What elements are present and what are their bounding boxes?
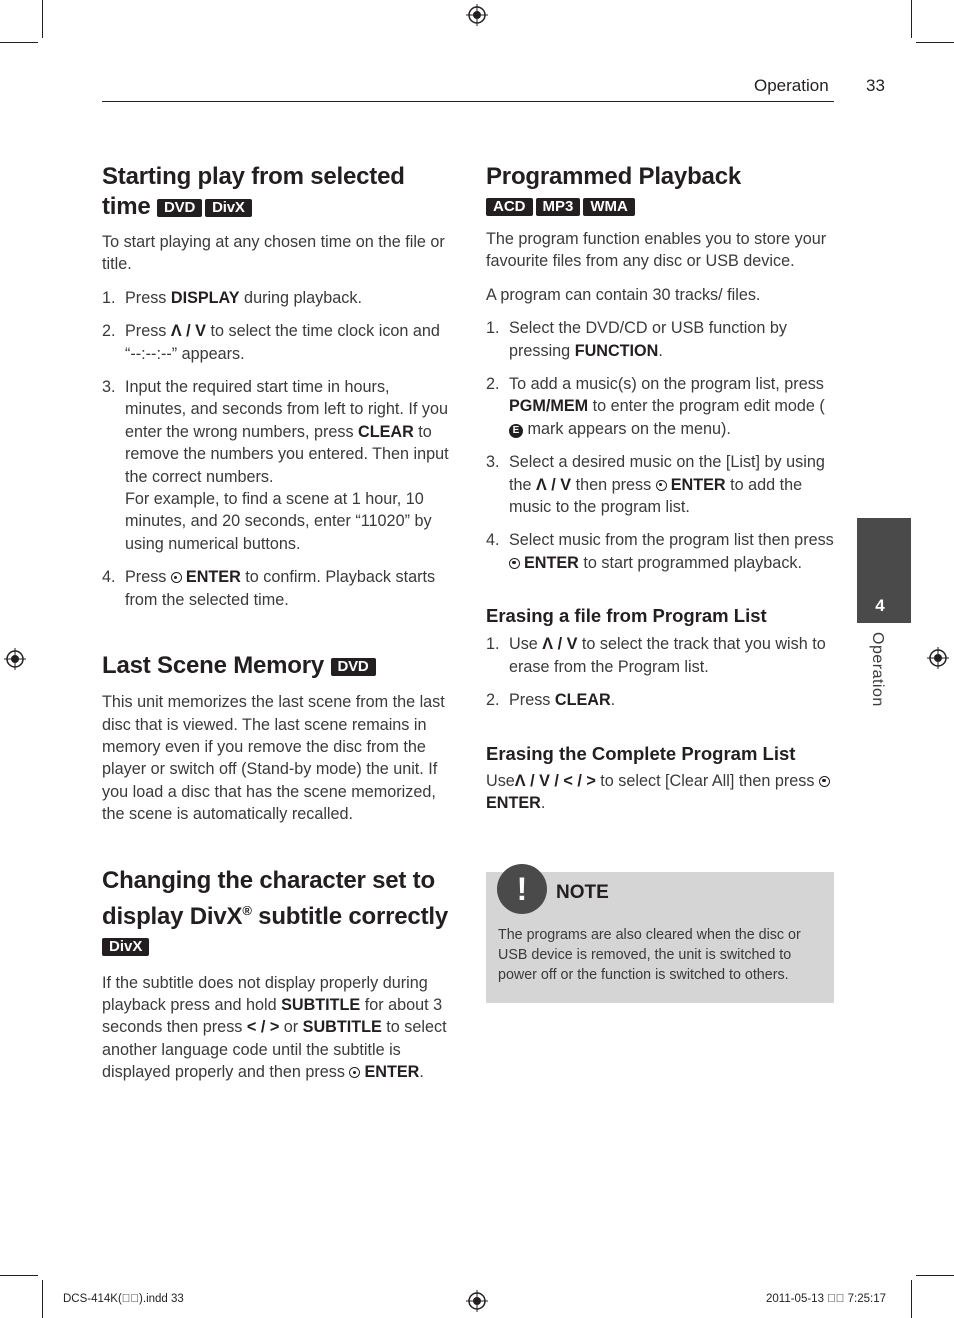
up-down-arrows-icon: Λ / V: [536, 475, 572, 494]
enter-icon: [349, 1067, 360, 1078]
left-column: [102, 162, 452, 1084]
crop-mark: [42, 0, 43, 38]
list-item: 3. Input the required start time in hours, minutes, and seconds from left to right. If you enter the wrong numbers, press CLEAR to remove the numbers you entered. Then input the correct numbers. For example, to find a scene at 1 hour, 10 minutes, and 20 seconds, enter “11020” by using numerical buttons.: [102, 378, 449, 553]
list-item: 2. Press CLEAR.: [486, 691, 616, 710]
section-erasing-file: [486, 604, 836, 711]
exclamation-icon: !: [497, 864, 547, 914]
crop-mark: [916, 42, 954, 43]
list-item: 4. Press ENTER to confirm. Playback starts from the selected time.: [102, 568, 436, 609]
registration-mark-icon: [466, 4, 488, 26]
body-text: UseΛ / V / < / > to select [Clear All] then press ENTER.: [486, 770, 836, 815]
note-box: [486, 872, 834, 1003]
crop-mark: [916, 1275, 954, 1276]
disc-badge-dvd: DVD: [157, 199, 202, 217]
body-text: This unit memorizes the last scene from the last disc that is viewed. The last scene remains in memory even if you remove the disc from the player or switch off (Stand-by mode) the unit. If you load a disc that has the scene memorized, the scene is automatically recalled.: [102, 693, 445, 824]
disc-badge-wma: WMA: [583, 198, 635, 216]
crop-mark: [42, 1280, 43, 1318]
chapter-number: 4: [875, 596, 885, 615]
section-last-scene-memory: [102, 651, 452, 825]
disc-badge-divx: DivX: [102, 938, 149, 956]
section-starting-play: [102, 162, 452, 611]
disc-badge-acd: ACD: [486, 198, 533, 216]
crop-mark: [0, 42, 38, 43]
steps-list: [486, 317, 836, 574]
subsection-heading: Erasing a file from Program List: [486, 605, 767, 627]
steps-list: [486, 633, 836, 711]
section-programmed-playback: [486, 162, 836, 574]
intro-text: To start playing at any chosen time on the file or title.: [102, 233, 445, 274]
body-text: If the subtitle does not display properly during playback press and hold SUBTITLE for about 3 seconds then press < / > or SUBTITLE to select another language code until the subtitle is displayed properly and then press ENTER.: [102, 973, 447, 1082]
header-rule: [102, 101, 834, 102]
body-text: A program can contain 30 tracks/ files.: [486, 285, 761, 304]
disc-badge-mp3: MP3: [536, 198, 581, 216]
list-item: 1. Use Λ / V to select the track that you wish to erase from the Program list.: [486, 635, 826, 676]
section-character-set: [102, 866, 452, 1084]
registration-mark-icon: [927, 647, 949, 669]
steps-list: [102, 287, 452, 611]
section-heading: Programmed Playback: [486, 163, 741, 190]
list-item: 3. Select a desired music on the [List] by using the Λ / V then press ENTER to add the music to the program list.: [486, 453, 825, 517]
right-column: [486, 162, 836, 814]
program-mark-icon: E: [509, 424, 523, 438]
intro-text: The program function enables you to store your favourite files from any disc or USB device.: [486, 230, 827, 271]
disc-badge-dvd: DVD: [331, 658, 376, 676]
registration-mark-icon: [4, 648, 26, 670]
list-item: 1. Press DISPLAY during playback.: [102, 288, 362, 307]
list-item: 4. Select music from the program list then press ENTER to start programmed playback.: [486, 531, 834, 572]
enter-icon: [656, 480, 667, 491]
enter-icon: [819, 776, 830, 787]
crop-mark: [911, 1280, 912, 1318]
note-text: The programs are also cleared when the disc or USB device is removed, the unit is switched to power off or the function is switched to others.: [498, 927, 801, 984]
list-item: 1. Select the DVD/CD or USB function by pressing FUNCTION.: [486, 319, 788, 360]
section-heading: Last Scene Memory DVD: [102, 651, 452, 681]
list-item: 2. To add a music(s) on the program list, press PGM/MEM to enter the program edit mode (E mark appears on the menu).: [486, 375, 825, 438]
enter-icon: [171, 572, 182, 583]
enter-icon: [509, 558, 520, 569]
chapter-label: Operation: [869, 632, 886, 707]
footer-file-info: DCS-414K(⃞⃞).indd 33: [63, 1293, 184, 1305]
page-number: 33: [866, 76, 885, 95]
crop-mark: [911, 0, 912, 38]
up-down-arrows-icon: Λ / V: [542, 635, 578, 654]
up-down-arrows-icon: Λ / V: [170, 322, 206, 341]
list-item: 2. Press Λ / V to select the time clock icon and “--:--:--” appears.: [102, 322, 440, 363]
direction-arrows-icon: Λ / V / < / >: [514, 771, 596, 790]
section-heading: Starting play from selected time DVD DivX: [102, 163, 405, 220]
subsection-heading: Erasing the Complete Program List: [486, 742, 796, 764]
note-title: NOTE: [556, 882, 609, 903]
section-heading: Changing the character set to display DivX® subtitle correctly: [102, 866, 448, 930]
crop-mark: [0, 1275, 38, 1276]
registration-mark-icon: [466, 1290, 488, 1312]
left-right-arrows-icon: < / >: [246, 1018, 280, 1037]
footer-timestamp: 2011-05-13 ⃞⃞ 7:25:17: [766, 1293, 886, 1305]
disc-badge-divx: DivX: [205, 199, 252, 217]
section-erasing-complete: [486, 742, 836, 815]
running-header-section: Operation: [754, 76, 829, 95]
